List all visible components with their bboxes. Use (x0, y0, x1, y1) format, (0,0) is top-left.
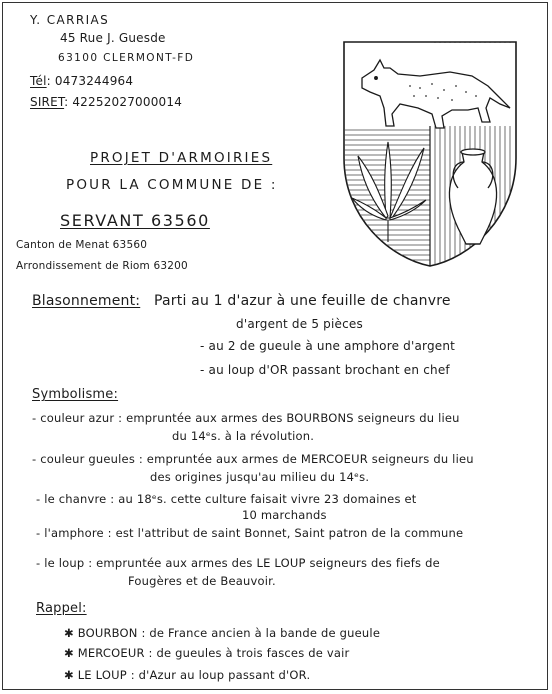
rappel-item-bourbon-text: BOURBON : de France ancien à la bande de gueule (77, 626, 381, 640)
symbolisme-item-loup-l1: le loup : empruntée aux armes des LE LOUP seigneurs des fiefs de (44, 556, 440, 570)
blasonnement-line-3: - au 2 de gueule à une amphore d'argent (200, 339, 456, 353)
siret-label: SIRET (30, 95, 65, 109)
blasonnement-line-2: d'argent de 5 pièces (236, 317, 363, 331)
blasonnement-label: Blasonnement: (32, 293, 141, 309)
symbolisme-item-gueules: - couleur gueules : empruntée aux armes de MERCOEUR seigneurs du lieu (32, 452, 474, 466)
symbolisme-item-gueules-l1: couleur gueules : empruntée aux armes de MERCOEUR seigneurs du lieu (40, 452, 474, 466)
arrondissement-line: Arrondissement de Riom 63200 (16, 260, 188, 272)
rappel-item-leloup-text: LE LOUP : d'Azur au loup passant d'OR. (77, 668, 311, 682)
symbolisme-item-azur: - couleur azur : empruntée aux armes des BOURBONS seigneurs du lieu (32, 411, 460, 425)
street-address: 45 Rue J. Guesde (60, 31, 166, 45)
symbolisme-item-azur-l1: couleur azur : empruntée aux armes des BOURBONS seigneurs du lieu (40, 411, 460, 425)
tel-label: Tél (30, 74, 47, 88)
symbolisme-item-amphore-l1: l'amphore : est l'attribut de saint Bonnet, Saint patron de la commune (44, 526, 464, 540)
symbolisme-item-gueules-l2: des origines jusqu'au milieu du 14ᵉs. (150, 470, 370, 484)
blasonnement-line-1: Parti au 1 d'azur à une feuille de chanvre (154, 293, 451, 309)
telephone-line (30, 74, 133, 88)
blasonnement-line-3-text: au 2 de gueule à une amphore d'argent (208, 339, 456, 353)
symbolisme-item-loup: - le loup : empruntée aux armes des LE LOUP seigneurs des fiefs de (36, 556, 440, 570)
city-line: 63100 CLERMONT-FD (58, 52, 195, 64)
rappel-item-mercoeur: ✱ MERCOEUR : de gueules à trois fasces de vair (64, 646, 350, 660)
blasonnement-line-4: - au loup d'OR passant brochant en chef (200, 363, 450, 377)
siret-line (30, 95, 182, 109)
rappel-label: Rappel: (36, 601, 87, 616)
symbolisme-item-loup-l2: Fougères et de Beauvoir. (128, 574, 276, 588)
rappel-item-mercoeur-text: MERCOEUR : de gueules à trois fasces de vair (77, 646, 350, 660)
coat-of-arms-drawing (340, 38, 520, 270)
project-subtitle: POUR LA COMMUNE DE : (66, 177, 278, 193)
symbolisme-item-amphore: - l'amphore : est l'attribut de saint Bonnet, Saint patron de la commune (36, 526, 464, 540)
author-name: Y. CARRIAS (30, 13, 110, 27)
rappel-item-bourbon: ✱ BOURBON : de France ancien à la bande de gueule (64, 626, 381, 640)
commune-name: SERVANT 63560 (60, 211, 210, 230)
canton-line: Canton de Menat 63560 (16, 239, 148, 251)
hemp-leaf-charge (352, 142, 426, 242)
siret-value: : 42252027000014 (64, 95, 183, 109)
blasonnement-line-4-text: au loup d'OR passant brochant en chef (208, 363, 450, 377)
symbolisme-item-azur-l2: du 14ᵉs. à la révolution. (172, 429, 315, 443)
symbolisme-item-chanvre-l1: le chanvre : au 18ᵉs. cette culture faisait vivre 23 domaines et (44, 492, 417, 506)
symbolisme-item-chanvre-l2: 10 marchands (242, 508, 327, 522)
project-title: PROJET D'ARMOIRIES (90, 150, 273, 166)
rappel-item-leloup: ✱ LE LOUP : d'Azur au loup passant d'OR. (64, 668, 311, 682)
tel-value: : 0473244964 (46, 74, 134, 88)
symbolisme-label: Symbolisme: (32, 387, 119, 402)
symbolisme-item-chanvre: - le chanvre : au 18ᵉs. cette culture faisait vivre 23 domaines et (36, 492, 417, 506)
